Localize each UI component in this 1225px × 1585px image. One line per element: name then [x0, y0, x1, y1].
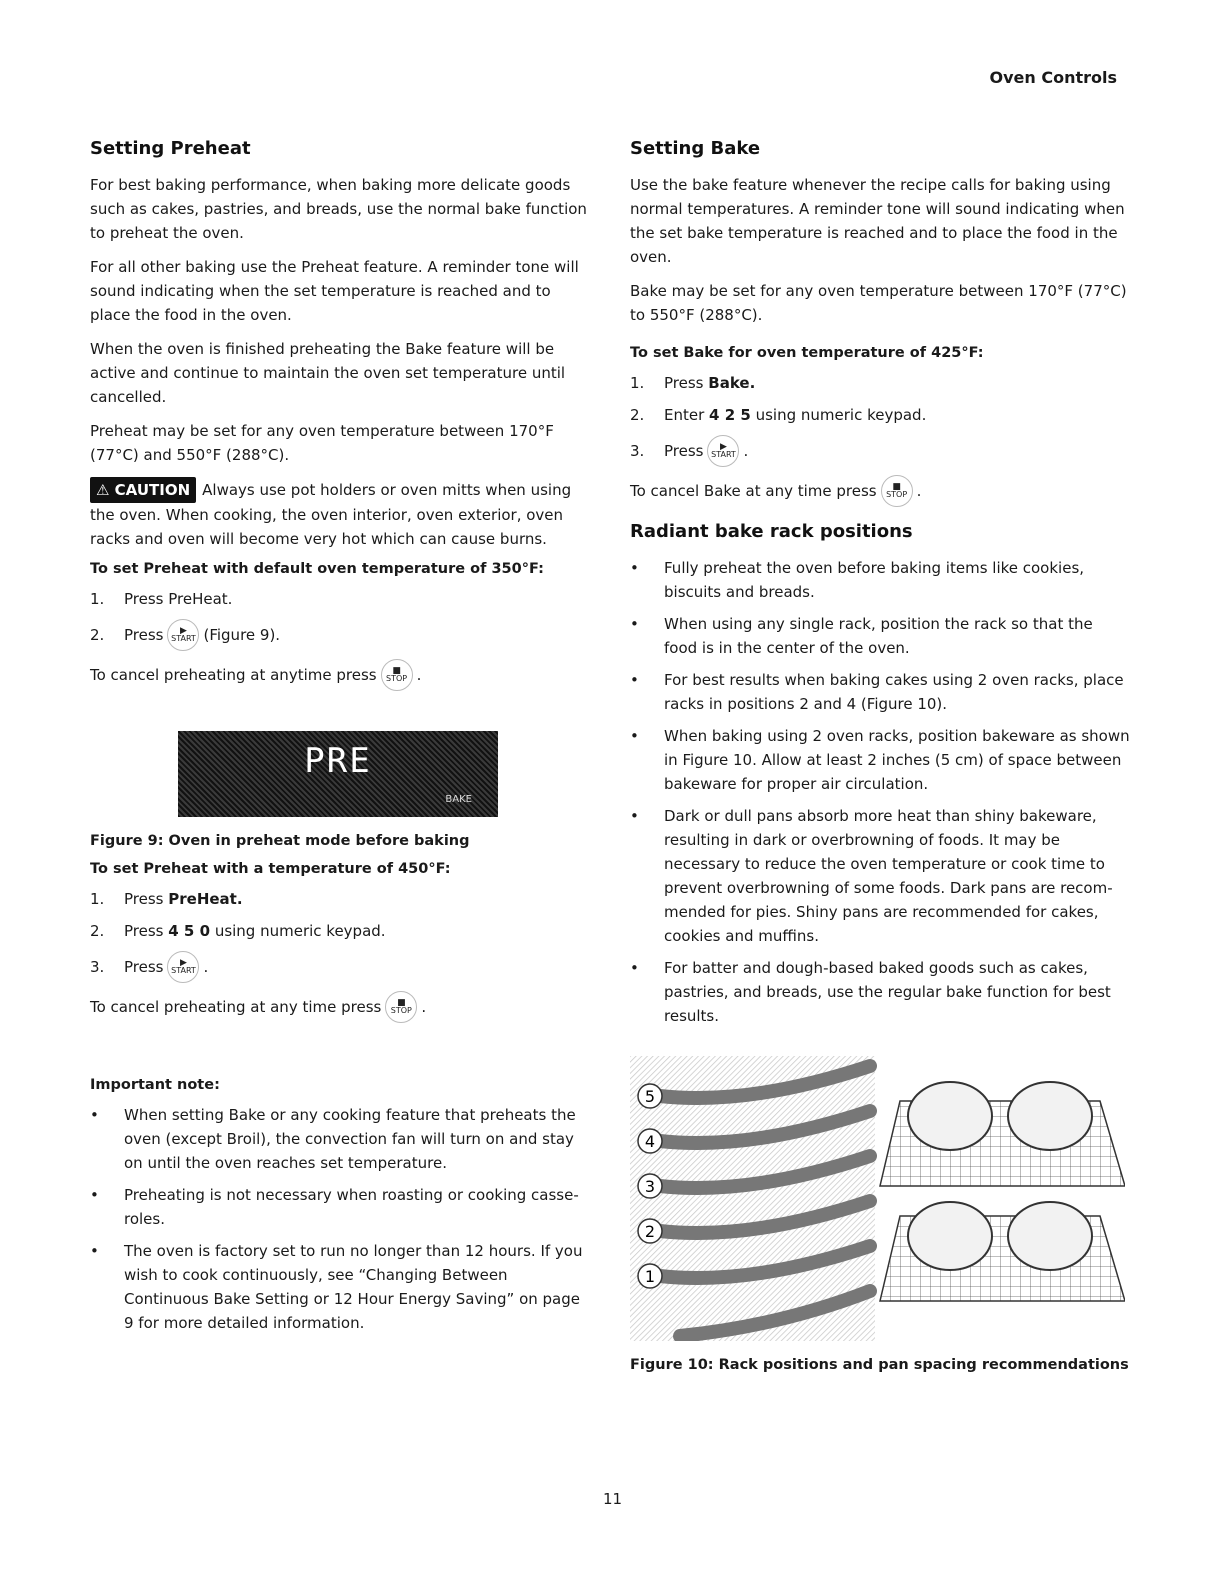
preheat-default-step-2: 2. Press ▶ START (Figure 9). — [90, 619, 590, 651]
left-column — [90, 138, 590, 1343]
list-item: • Fully preheat the oven before baking items like cookies, biscuits and breads. — [630, 556, 1130, 604]
upper-rack — [880, 1082, 1125, 1186]
preheat-450-subheading: To set Preheat with a temperature of 450°F: — [90, 861, 451, 877]
preheat-paragraph-3: When the oven is finished preheating the Bake feature will be active and continue to maintain the oven set temperature until cancelled. — [90, 340, 566, 406]
rack-illustration — [630, 1056, 1125, 1341]
display-bake-indicator: BAKE — [445, 794, 472, 805]
preheat-cancel-line-1: To cancel preheating at anytime press ■ STOP . — [90, 659, 590, 691]
preheat-450-step-3: 3. Press ▶ START . — [90, 951, 590, 983]
cake-pan — [1008, 1202, 1092, 1270]
figure-10-caption: Figure 10: Rack positions and pan spacing recommendations — [630, 1357, 1129, 1373]
list-item: • When using any single rack, position the rack so that the food is in the center of the oven. — [630, 612, 1130, 660]
rack-positions-figure — [630, 1056, 1125, 1341]
oven-display-figure — [178, 731, 498, 817]
caution-badge: ⚠ CAUTION — [90, 477, 196, 503]
preheat-450-step-1: 1. Press PreHeat. — [90, 890, 243, 908]
list-item: • The oven is factory set to run no longer than 12 hours. If you wish to cook continuously, see “Changing Between Continuous Bake Setting or 12 Hour Energy Saving” on page 9 for more detailed information. — [90, 1239, 590, 1335]
preheat-default-step-1: 1. Press PreHeat. — [90, 590, 233, 608]
cake-pan — [908, 1082, 992, 1150]
rack-number-3: 3 — [644, 1177, 656, 1196]
list-item: • When baking using 2 oven racks, position bakeware as shown in Figure 10. Allow at least 2 inches (5 cm) of space between bakeware for proper air circulation. — [630, 724, 1130, 796]
start-button-icon: ▶ START — [167, 619, 199, 651]
display-pre-text: PRE — [304, 741, 372, 781]
rack-positions-list — [630, 556, 1130, 1028]
preheat-default-subheading: To set Preheat with default oven temperature of 350°F: — [90, 561, 544, 577]
bake-425-subheading: To set Bake for oven temperature of 425°F: — [630, 345, 984, 361]
preheat-paragraph-4: Preheat may be set for any oven temperature between 170°F (77°C) and 550°F (288°C). — [90, 422, 554, 464]
stop-button-icon: ■ STOP — [385, 991, 417, 1023]
bake-paragraph-1: Use the bake feature whenever the recipe calls for baking using normal temperatures. A reminder tone will sound indicating when the set bake temperature is reached and to place the food in the oven. — [630, 176, 1125, 266]
rack-number-1: 1 — [644, 1267, 656, 1286]
stop-button-icon: ■ STOP — [881, 475, 913, 507]
list-item: • When setting Bake or any cooking feature that preheats the oven (except Broil), the convection fan will turn on and stay on until the oven reaches set temperature. — [90, 1103, 590, 1175]
section-header: Oven Controls — [989, 68, 1117, 87]
rack-number-2: 2 — [644, 1222, 656, 1241]
preheat-paragraph-2: For all other baking use the Preheat feature. A reminder tone will sound indicating when the set temperature is reached and to place the food in the oven. — [90, 258, 579, 324]
list-item: • Dark or dull pans absorb more heat than shiny bakeware, resulting in dark or overbrowning of foods. It may be necessary to reduce the oven temperature or cook time to prevent overbrowning of some foods. Dark pans are recom-mended for pies. Shiny pans are recommended for cakes, cookies and muffins. — [630, 804, 1130, 948]
preheat-450-step-2: 2. Press 4 5 0 using numeric keypad. — [90, 922, 386, 940]
bake-paragraph-2: Bake may be set for any oven temperature between 170°F (77°C) to 550°F (288°C). — [630, 282, 1127, 324]
rack-positions-heading: Radiant bake rack positions — [630, 521, 913, 542]
stop-button-icon: ■ STOP — [381, 659, 413, 691]
bake-cancel-line: To cancel Bake at any time press ■ STOP . — [630, 475, 1130, 507]
list-item: • Preheating is not necessary when roasting or cooking casse-roles. — [90, 1183, 590, 1231]
right-column — [630, 138, 1130, 1385]
page-number: 11 — [602, 1490, 623, 1508]
lower-rack — [880, 1202, 1125, 1301]
bake-step-1: 1. Press Bake. — [630, 374, 756, 392]
setting-preheat-heading: Setting Preheat — [90, 138, 251, 159]
start-button-icon: ▶ START — [707, 435, 739, 467]
cake-pan — [908, 1202, 992, 1270]
preheat-paragraph-1: For best baking performance, when baking more delicate goods such as cakes, pastries, and breads, use the normal bake function to preheat the oven. — [90, 176, 587, 242]
caution-notice — [90, 477, 590, 551]
important-note-heading: Important note: — [90, 1077, 220, 1093]
list-item: • For batter and dough-based baked goods such as cakes, pastries, and breads, use the regular bake function for best results. — [630, 956, 1130, 1028]
bake-step-3: 3. Press ▶ START . — [630, 435, 1130, 467]
preheat-cancel-line-2: To cancel preheating at any time press ■ STOP . — [90, 991, 590, 1023]
figure-9-caption: Figure 9: Oven in preheat mode before baking — [90, 833, 470, 849]
setting-bake-heading: Setting Bake — [630, 138, 761, 159]
rack-number-4: 4 — [644, 1132, 656, 1151]
cake-pan — [1008, 1082, 1092, 1150]
list-item: • For best results when baking cakes using 2 oven racks, place racks in positions 2 and 4 (Figure 10). — [630, 668, 1130, 716]
start-button-icon: ▶ START — [167, 951, 199, 983]
bake-step-2: 2. Enter 4 2 5 using numeric keypad. — [630, 406, 927, 424]
important-note-list — [90, 1103, 590, 1335]
caution-text: Always use pot holders or oven mitts when using the oven. When cooking, the oven interior, oven exterior, oven racks and oven will become very hot which can cause burns. — [90, 481, 572, 548]
rack-number-5: 5 — [644, 1087, 656, 1106]
